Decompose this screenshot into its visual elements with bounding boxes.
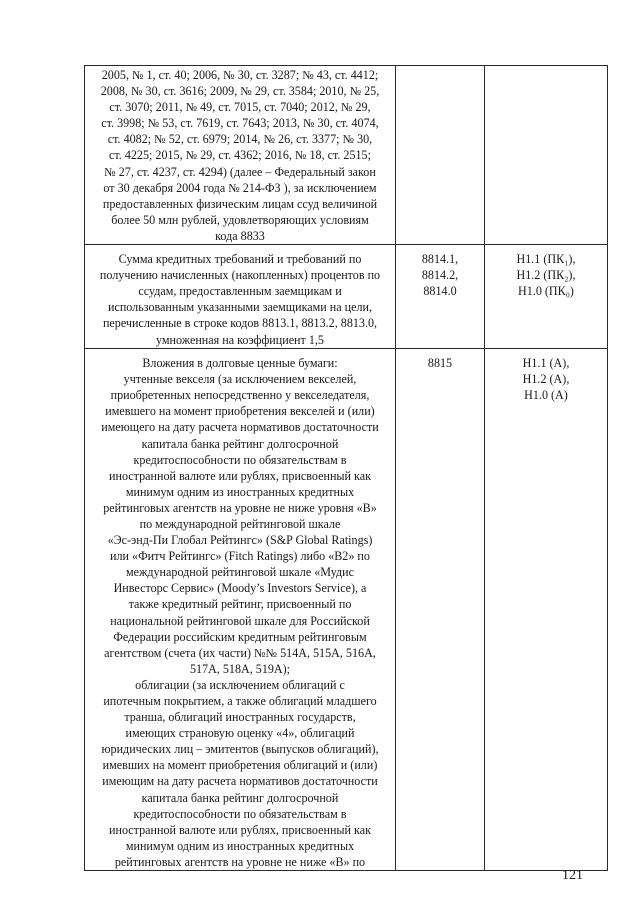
norms-text: Н1.1 (ПК₁), Н1.2 (ПК₂), Н1.0 (ПК₀)	[516, 252, 576, 299]
code-cell	[396, 66, 485, 245]
norms-cell	[485, 245, 608, 349]
code-cell	[396, 349, 485, 871]
description-text: Вложения в долговые ценные бумаги: учтенные векселя (за исключением векселей, приобретенных непосредственно у векселедателя, имевшего на момент приобретения векселей и (или) имеющего на дату расчета нормативов достаточности капитала банка рейтинг долгосрочной кредитоспособности по обязательствам в иностранной валюте или рублях, присвоенный как минимум одним из иностранных кредитных рейтинговых агентств на уровне не ниже уровня «В» по международной рейтинговой шкале «Эс-энд-Пи Глобал Рейтингс» (S&P Global Ratings) или «Фитч Рейтингс» (Fitch Ratings) либо «В2» по международной рейтинговой шкале «Мудис Инвесторс Сервис» (Moody’s Investors Service), а также кредитный рейтинг, присвоенный по национальной рейтинговой шкале для Российской Федерации российским кредитным рейтинговым агентством (счета (их части) №№ 514А, 515А, 516А, 517А, 518А, 519А); облигации (за исключением облигаций с ипотечным покрытием, а также облигаций младшего транша, облигаций иностранных государств, имеющих страновую оценку «4», облигаций юридических лиц – эмитентов (выпусков облигаций), имевших на момент приобретения облигаций и (или) имеющим на дату расчета нормативов достаточности капитала банка рейтинг долгосрочной кредитоспособности по обязательствам в иностранной валюте или рублях, присвоенный как минимум одним из иностранных кредитных рейтинговых агентств на уровне не ниже «В» по	[101, 356, 379, 869]
norms-text: Н1.1 (А), Н1.2 (А), Н1.0 (А)	[522, 356, 570, 403]
code-text: 8814.1, 8814.2, 8814.0	[421, 252, 459, 299]
description-cell	[85, 349, 396, 871]
description-cell	[85, 245, 396, 349]
description-text: Сумма кредитных требований и требований по получению начисленных (накопленных) процентов по ссудам, предоставленным заемщикам и использованным указанными заемщиками на цели, перечисленные в строке кодов 8813.1, 8813.2, 8813.0, умноженная на коэффициент 1,5	[99, 252, 381, 347]
document-table	[84, 65, 608, 871]
norms-cell	[485, 66, 608, 245]
norms-text	[485, 66, 607, 72]
norms-cell	[485, 349, 608, 871]
table-row	[85, 245, 608, 349]
table-row	[85, 66, 608, 245]
code-cell	[396, 245, 485, 349]
code-text	[396, 66, 484, 72]
description-text: 2005, № 1, ст. 40; 2006, № 30, ст. 3287; № 43, ст. 4412; 2008, № 30, ст. 3616; 2009, № 29, ст. 3584; 2010, № 25, ст. 3070; 2011, № 49, ст. 7015, ст. 7040; 2012, № 29, ст. 3998; № 53, ст. 7619, ст. 7643; 2013, № 30, ст. 4074, ст. 4082; № 52, ст. 6979; 2014, № 26, ст. 3377; № 30, ст. 4225; 2015, № 29, ст. 4362; 2016, № 18, ст. 2515; № 27, ст. 4237, ст. 4294) (далее – Федеральный закон от 30 декабря 2004 года № 214-ФЗ ), за исключением предоставленных физическим лицам ссуд величиной более 50 млн рублей, удовлетворяющих условиям кода 8833	[100, 68, 380, 243]
code-text: 8815	[427, 356, 453, 371]
table-row	[85, 349, 608, 871]
description-cell	[85, 66, 396, 245]
page-number: 121	[562, 868, 583, 883]
